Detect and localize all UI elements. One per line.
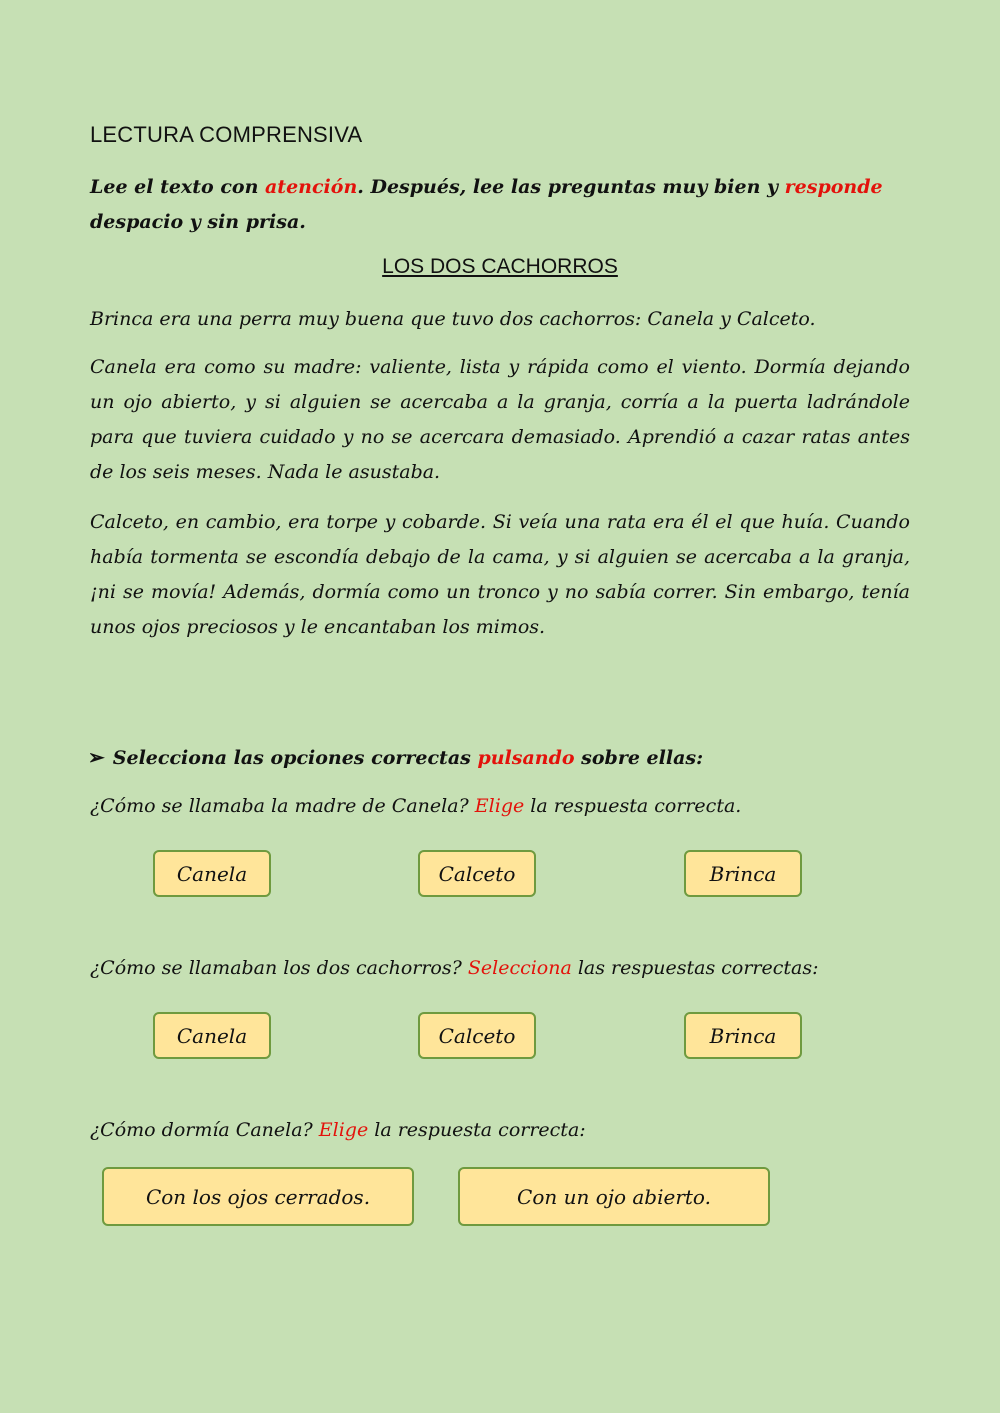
option-button[interactable]: Canela: [153, 1012, 271, 1059]
question-text: la respuesta correcta:: [368, 1119, 586, 1141]
question-text: ¿Cómo se llamaba la madre de Canela?: [90, 795, 475, 817]
page-heading: LECTURA COMPRENSIVA: [90, 122, 363, 147]
question-highlight: Elige: [318, 1119, 369, 1141]
instructions-highlight-respond: responde: [784, 176, 883, 198]
question-how-canela-slept: [90, 1119, 586, 1141]
option-button[interactable]: Con un ojo abierto.: [458, 1167, 770, 1226]
option-button[interactable]: Con los ojos cerrados.: [102, 1167, 414, 1226]
story-paragraph: Canela era como su madre: valiente, lista y rápida como el viento. Dormía dejando un ojo abierto, y si alguien se acercaba a la granja, corría a la puerta ladrándole para que tuviera cuidado y no se acercara demasiado. Aprendió a cazar ratas antes de los seis meses. Nada le asustaba.: [90, 356, 910, 483]
instructions: [90, 170, 910, 240]
option-button[interactable]: Brinca: [684, 850, 802, 897]
instructions-highlight-attention: atención: [265, 176, 358, 198]
option-button[interactable]: Calceto: [418, 1012, 536, 1059]
task-text: sobre ellas:: [574, 747, 704, 769]
question-text: la respuesta correcta.: [524, 795, 742, 817]
question-highlight: Elige: [474, 795, 525, 817]
option-button[interactable]: Calceto: [418, 850, 536, 897]
option-button[interactable]: Brinca: [684, 1012, 802, 1059]
story-paragraph: Calceto, en cambio, era torpe y cobarde. Si veía una rata era él el que huía. Cuando había tormenta se escondía debajo de la cama, y si alguien se acercaba a la granja, ¡ni se movía! Además, dormía como un tronco y no sabía correr. Sin embargo, tenía unos ojos preciosos y le encantaban los mimos.: [90, 511, 910, 638]
question-mother-name: [90, 795, 741, 817]
instructions-text: . Después, lee las preguntas muy bien y: [357, 176, 785, 198]
instructions-text: despacio y sin prisa.: [90, 211, 306, 233]
task-text: Selecciona las opciones correctas: [112, 747, 478, 769]
question-highlight: Selecciona: [467, 957, 572, 979]
question-text: las respuestas correctas:: [571, 957, 819, 979]
question-text: ¿Cómo dormía Canela?: [90, 1119, 319, 1141]
task-highlight: pulsando: [477, 747, 575, 769]
story-paragraph: Brinca era una perra muy buena que tuvo dos cachorros: Canela y Calceto.: [90, 308, 816, 330]
option-button[interactable]: Canela: [153, 850, 271, 897]
arrow-bullet-icon: ➢: [88, 745, 105, 769]
question-puppy-names: [90, 957, 819, 979]
story-title: LOS DOS CACHORROS: [382, 255, 618, 278]
task-instruction: [88, 745, 703, 769]
instructions-text: Lee el texto con: [90, 176, 265, 198]
question-text: ¿Cómo se llamaban los dos cachorros?: [90, 957, 468, 979]
